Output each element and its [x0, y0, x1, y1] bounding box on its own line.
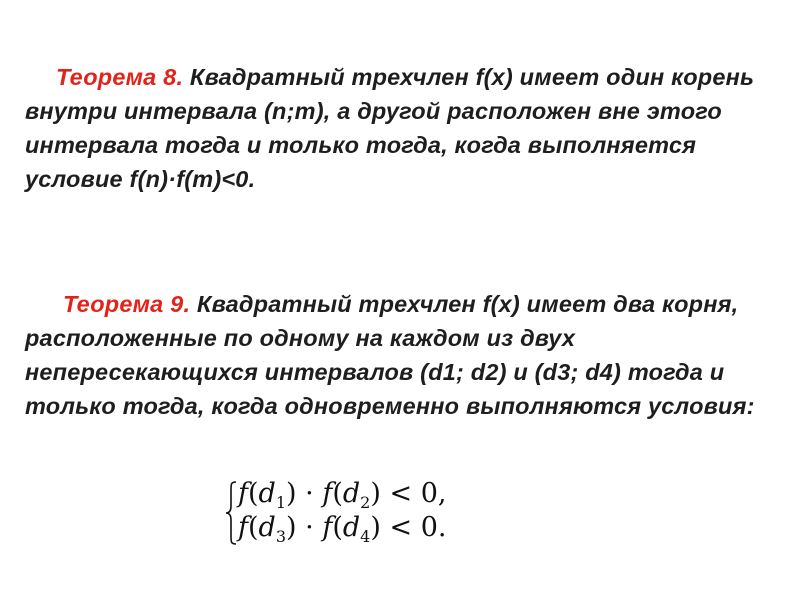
- subscript: 4: [360, 527, 371, 546]
- open-paren: (: [332, 512, 343, 543]
- multiply-dot: ·: [296, 512, 323, 543]
- theorem-8-paragraph: [25, 60, 765, 196]
- inequality-2: [238, 512, 446, 544]
- theorem-8-text: Квадратный трехчлен f(x) имеет один корень внутри интервала (n;m), а другой расположен вне этого интервала тогда и только тогда, когда выполняется условие f(n)·f(m)<0.: [25, 64, 755, 192]
- close-paren: ): [370, 478, 381, 509]
- subscript: 1: [275, 493, 287, 512]
- left-brace-icon: [224, 480, 238, 546]
- variable: d: [342, 478, 361, 509]
- theorem-8-title: Теорема 8.: [56, 64, 184, 90]
- variable: d: [342, 512, 361, 543]
- variable: d: [258, 478, 276, 509]
- theorem-9-title: Теорема 9.: [63, 291, 191, 317]
- subscript: 3: [275, 527, 287, 546]
- func-symbol: f: [322, 512, 333, 543]
- relation: < 0.: [380, 512, 447, 543]
- variable: d: [258, 512, 276, 543]
- func-symbol: f: [322, 478, 333, 509]
- open-paren: (: [248, 512, 259, 543]
- close-paren: ): [286, 478, 297, 509]
- multiply-dot: ·: [296, 478, 323, 509]
- close-paren: ): [370, 512, 381, 543]
- relation: < 0,: [380, 478, 447, 509]
- close-paren: ): [286, 512, 297, 543]
- open-paren: (: [332, 478, 343, 509]
- theorem-9-text: Квадратный трехчлен f(x) имеет два корня, расположенные по одному на каждом из двух непересекающихся интервалов (d1; d2) и (d3; d4) тогда и только тогда, когда одновременно выполняются условия:: [25, 291, 755, 419]
- func-symbol: f: [238, 478, 248, 509]
- open-paren: (: [248, 478, 259, 509]
- subscript: 2: [360, 493, 371, 512]
- func-symbol: f: [238, 512, 248, 543]
- theorem-9-paragraph: [25, 287, 765, 423]
- inequality-1: [238, 478, 446, 510]
